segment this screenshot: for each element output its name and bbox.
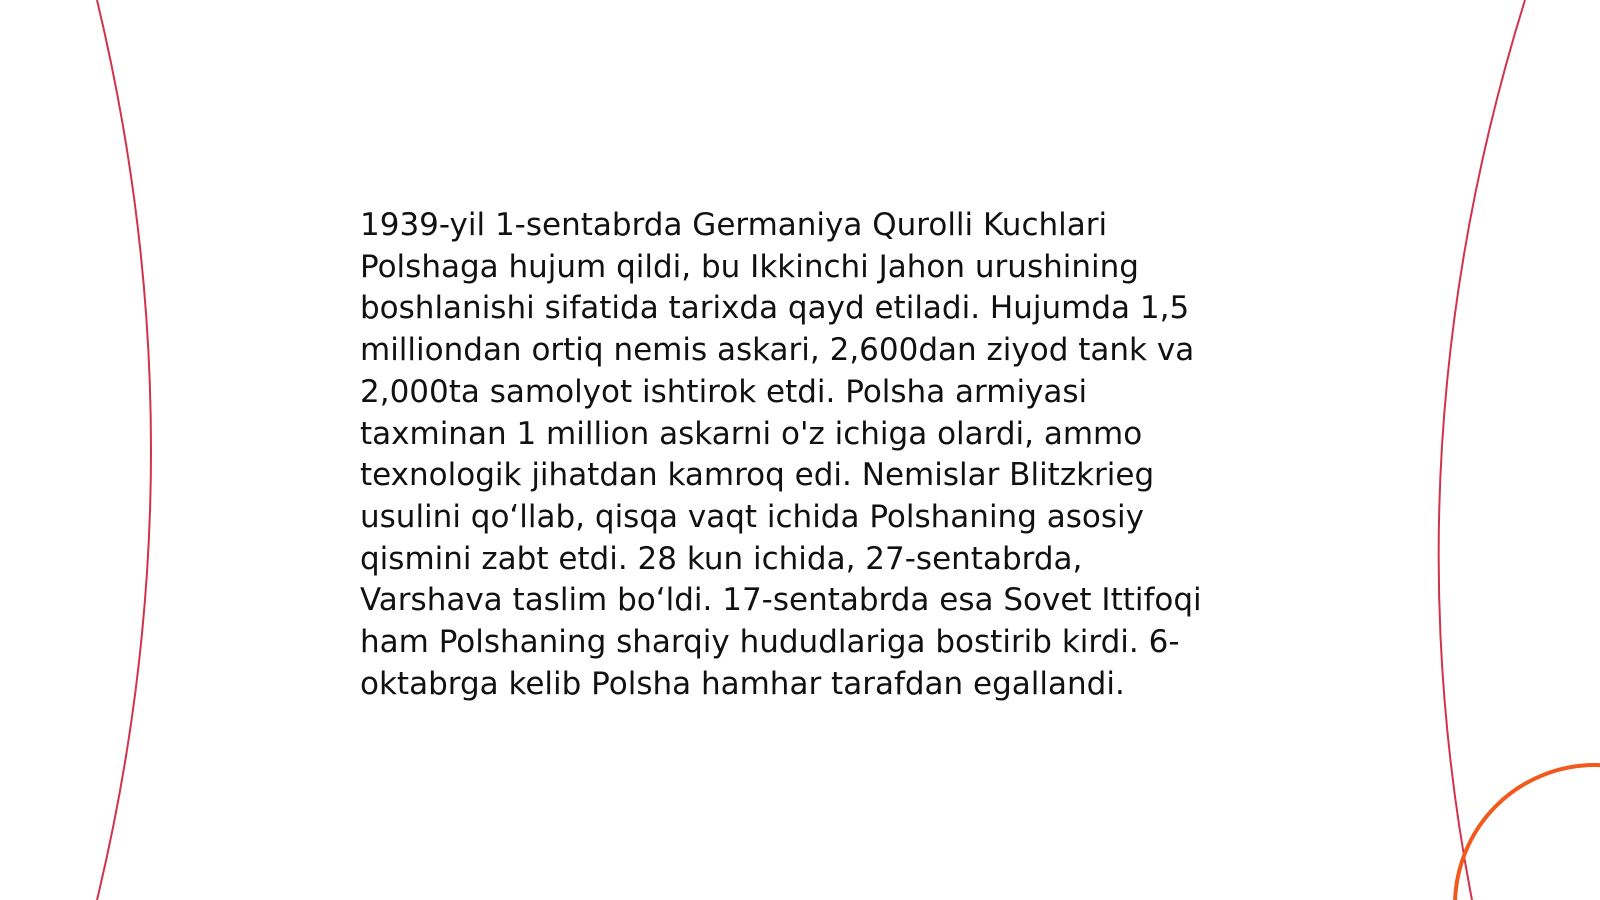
right-decorative-curve [1439,0,1525,900]
slide-body-text: 1939-yil 1-sentabrda Germaniya Qurolli Kuchlari Polshaga hujum qildi, bu Ikkinchi Jahon urushining boshlanishi sifatida tarixda qayd etiladi. Hujumda 1,5 milliondan ortiq nemis askari, 2,600dan ziyod tank va 2,000ta samolyot ishtirok etdi. Polsha armiyasi taxminan 1 million askarni o'z ichiga olardi, ammo texnologik jihatdan kamroq edi. Nemislar Blitzkrieg usulini qo‘llab, qisqa vaqt ichida Polshaning asosiy qismini zabt etdi. 28 kun ichida, 27-sentabrda, Varshava taslim bo‘ldi. 17-sentabrda esa Sovet Ittifoqi ham Polshaning sharqiy hududlariga bostirib kirdi. 6- oktabrga kelib Polsha hamhar tarafdan egallandi. [360,207,1202,702]
left-decorative-curve [97,0,151,900]
accent-arc [1455,765,1600,900]
